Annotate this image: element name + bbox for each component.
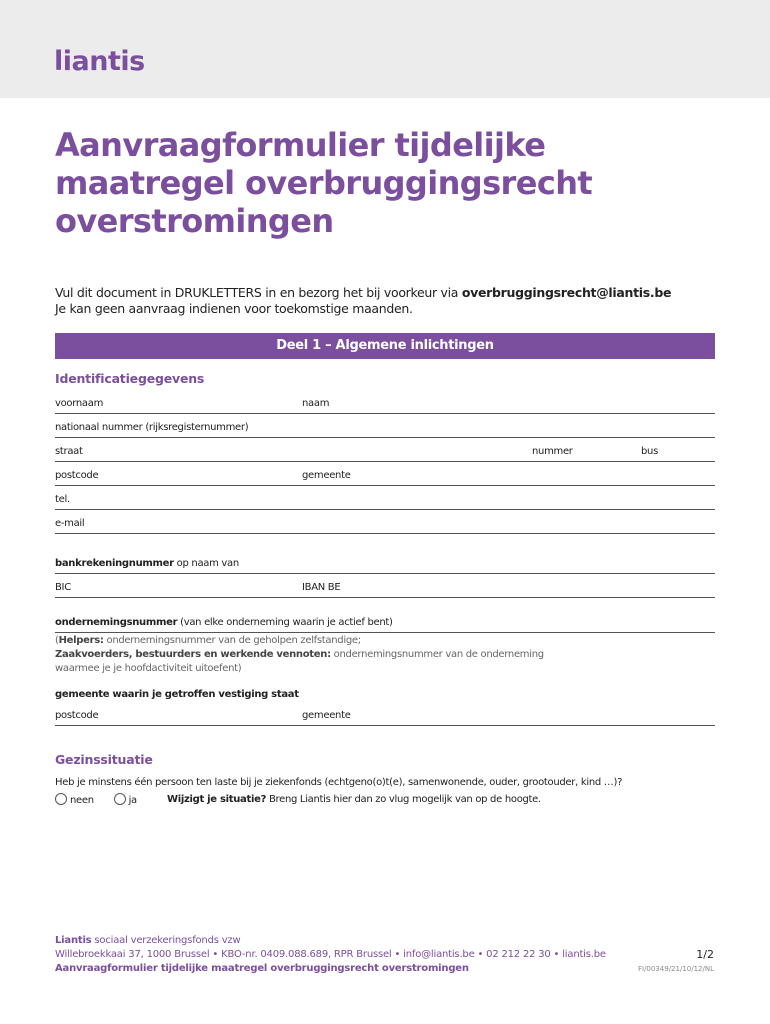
voornaam-naam-field[interactable] (55, 397, 715, 414)
page-number: 1/2 (696, 948, 714, 961)
intro-line-2: Je kan geen aanvraag indienen voor toekomstige maanden. (55, 300, 413, 316)
title-line-3: overstromingen (55, 202, 334, 240)
voornaam-label: voornaam (55, 398, 104, 409)
email-field[interactable] (55, 517, 715, 534)
footer-address: Willebroekkaai 37, 1000 Brussel • KBO-nr. 0409.088.689, RPR Brussel • info@liantis.be • 02 212 22 30 • liantis.be (55, 949, 606, 960)
gezin-question: Heb je minstens één persoon ten laste bij je ziekenfonds (echtgeno(o)t(e), samenwonende, ouder, grootouder, kind …)? (55, 777, 623, 788)
ja-radio[interactable] (114, 793, 126, 805)
gezin-change-note: Wijzigt je situatie? Breng Liantis hier dan zo vlug mogelijk van op de hoogte. (167, 794, 541, 805)
intro-line-1: Vul dit document in DRUKLETTERS in en bezorg het bij voorkeur via overbruggingsrecht@liantis.be (55, 285, 672, 300)
identificatie-heading: Identificatiegegevens (55, 371, 205, 386)
note-line-3: waarmee je je hoofdactiviteit uitoefent) (55, 663, 242, 674)
title-line-1: Aanvraagformulier tijdelijke (55, 126, 546, 164)
bus-label: bus (641, 446, 658, 457)
liantis-logo: liantis (54, 46, 145, 77)
note-line-1: (Helpers: ondernemingsnummer van de geholpen zelfstandige; (55, 635, 361, 646)
section-header: Deel 1 – Algemene inlichtingen (55, 333, 715, 359)
ondernemingsnummer-note (55, 634, 544, 676)
vestiging-gemeente-label: gemeente (302, 710, 351, 721)
intro-text (55, 285, 671, 316)
vestiging-postcode-label: postcode (55, 710, 99, 721)
nationaal-nummer-label: nationaal nummer (rijksregisternummer) (55, 422, 249, 433)
gezinssituatie-heading: Gezinssituatie (55, 752, 153, 767)
gemeente-label: gemeente (302, 470, 351, 481)
tel-label: tel. (55, 494, 70, 505)
title-line-2: maatregel overbruggingsrecht (55, 164, 593, 202)
postcode-gemeente-field[interactable] (55, 469, 715, 486)
email-label: e-mail (55, 518, 85, 529)
neen-radio[interactable] (55, 793, 67, 805)
footer (55, 934, 606, 976)
note-line-2: Zaakvoerders, bestuurders en werkende vennoten: ondernemingsnummer van de onderneming (55, 649, 544, 660)
bankrekening-field[interactable] (55, 557, 715, 574)
footer-org: Liantis sociaal verzekeringsfonds vzw (55, 935, 241, 946)
bic-iban-field[interactable] (55, 581, 715, 598)
gezin-options (55, 793, 137, 806)
tel-field[interactable] (55, 493, 715, 510)
ondernemingsnummer-label: ondernemingsnummer (van elke onderneming waarin je actief bent) (55, 617, 393, 628)
footer-doc-title: Aanvraagformulier tijdelijke maatregel overbruggingsrecht overstromingen (55, 963, 469, 974)
vestiging-postcode-gemeente-field[interactable] (55, 709, 715, 726)
email-link[interactable]: overbruggingsrecht@liantis.be (461, 285, 672, 300)
option-ja[interactable]: ja (114, 795, 137, 806)
straat-label: straat (55, 446, 83, 457)
vestiging-label: gemeente waarin je getroffen vestiging staat (55, 689, 299, 700)
postcode-label: postcode (55, 470, 99, 481)
nationaal-nummer-field[interactable] (55, 421, 715, 438)
page-title (55, 126, 695, 240)
option-neen[interactable]: neen (55, 795, 94, 806)
bic-label: BIC (55, 582, 71, 593)
bankrekening-label: bankrekeningnummer op naam van (55, 558, 239, 569)
header-band (0, 0, 770, 98)
adres-field[interactable] (55, 445, 715, 462)
naam-label: naam (302, 398, 330, 409)
ondernemingsnummer-field[interactable] (55, 616, 715, 633)
document-code: FI/00349/21/10/12/NL (637, 965, 714, 973)
iban-label: IBAN BE (302, 582, 341, 593)
nummer-label: nummer (532, 446, 573, 457)
